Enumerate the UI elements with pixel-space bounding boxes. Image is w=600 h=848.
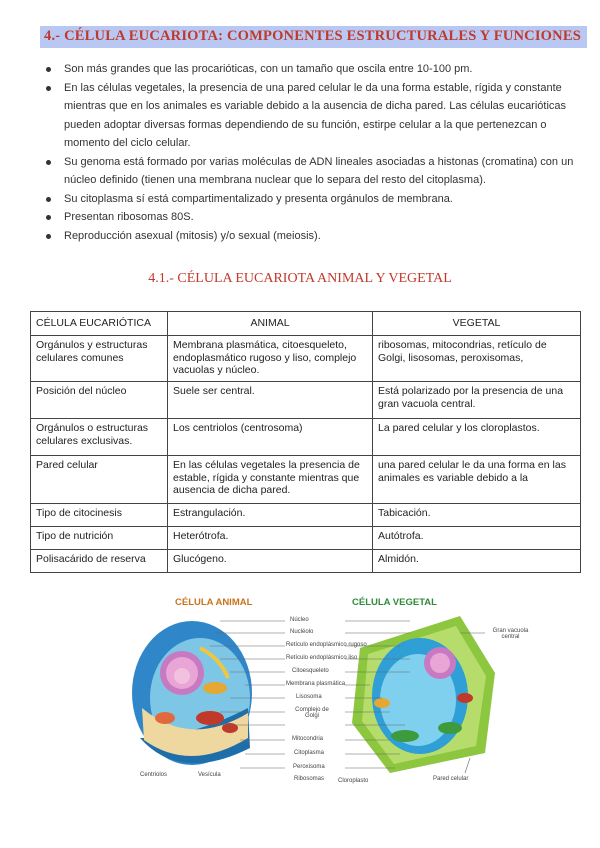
table-cell: ribosomas, mitocondrias, retículo de Golgi, lisosomas, peroxisomas, (373, 336, 581, 382)
label-citoplasma: Citoplasma (294, 750, 325, 756)
label-mitocondria: Mitocondria (292, 736, 324, 742)
table-cell: Estrangulación. (168, 504, 373, 527)
table-cell: Polisacárido de reserva (31, 550, 168, 573)
label-nucleo: Núcleo (290, 617, 309, 623)
feature-list (44, 60, 580, 245)
table-cell: Está polarizado por la presencia de una gran vacuola central. (373, 382, 581, 419)
table-cell: Glucógeno. (168, 550, 373, 573)
label-nucleolo: Nucléolo (290, 629, 314, 635)
label-vacuola: Gran vacuola central (492, 628, 529, 640)
label-vesicula: Vesícula (198, 772, 221, 778)
table-cell: una pared celular le da una forma en las animales es variable debido a la (373, 456, 581, 504)
table-cell: Los centriolos (centrosoma) (168, 419, 373, 456)
table-cell: Pared celular (31, 456, 168, 504)
label-reticulo-rugoso: Retículo endoplásmico rugoso (286, 642, 367, 648)
comparison-table (30, 311, 581, 573)
table-cell: En las células vegetales la presencia de estable, rígida y constante mientras que ausencia de dicha pared. (168, 456, 373, 504)
table-cell: Orgánulos y estructuras celulares comunes (31, 336, 168, 382)
label-cloroplasto: Cloroplasto (338, 778, 369, 784)
list-item: Son más grandes que las procarióticas, con un tamaño que oscila entre 10-100 pm. (44, 60, 580, 79)
label-citoesqueleto: Citoesqueleto (292, 668, 329, 674)
table-cell: Orgánulos o estructuras celulares exclusivas. (31, 419, 168, 456)
animal-cell-drawing (132, 621, 252, 765)
label-peroxisoma: Peroxisoma (293, 764, 325, 770)
column-header: ANIMAL (168, 312, 373, 336)
label-centriolos: Centriolos (140, 772, 168, 778)
table-cell: Autótrofa. (373, 527, 581, 550)
table-cell: La pared celular y los cloroplastos. (373, 419, 581, 456)
label-reticulo-liso: Retículo endoplásmico liso (286, 655, 358, 661)
table-cell: Suele ser central. (168, 382, 373, 419)
plant-cell-drawing (352, 616, 495, 773)
label-golgi: Complejo de Golgi (295, 707, 329, 719)
table-cell: Heterótrofa. (168, 527, 373, 550)
table-cell: Posición del núcleo (31, 382, 168, 419)
animal-cell-title: CÉLULA ANIMAL (175, 597, 253, 608)
list-item: Reproducción asexual (mitosis) y/o sexual (meiosis). (44, 227, 580, 246)
column-header: CÉLULA EUCARIÓTICA (31, 312, 168, 336)
label-lisosoma: Lisosoma (296, 694, 322, 700)
plant-cell-title: CÉLULA VEGETAL (352, 597, 437, 608)
list-item: En las células vegetales, la presencia de una pared celular le da una forma estable, rígida y constante mientras que en los animales es variable debido a la ausencia de dicha pared. Las células eucarióticas pueden adoptar diversas formas dependiendo de su función, estirpe celular a la que pertenezcan o momento del ciclo celular. (44, 79, 580, 153)
label-pared-celular: Pared celular (433, 776, 469, 782)
list-item: Su genoma está formado por varias moléculas de ADN lineales asociadas a histonas (cromatina) con un núcleo definido (tienen una membrana nuclear que lo separa del resto del citoplasma). (44, 153, 580, 190)
cell-illustration (120, 588, 600, 788)
table-cell: Tipo de nutrición (31, 527, 168, 550)
table-row (31, 382, 581, 419)
table-cell: Almidón. (373, 550, 581, 573)
table-row (31, 456, 581, 504)
subsection-heading: 4.1.- CÉLULA EUCARIOTA ANIMAL Y VEGETAL (148, 271, 452, 286)
section-heading: 4.- CÉLULA EUCARIOTA: COMPONENTES ESTRUCTURALES Y FUNCIONES (40, 26, 587, 48)
table-cell: Membrana plasmática, citoesqueleto, endoplasmático rugoso y liso, complejo vacuolas y núcleo. (168, 336, 373, 382)
table-cell: Tabicación. (373, 504, 581, 527)
column-header: VEGETAL (373, 312, 581, 336)
table-cell: Tipo de citocinesis (31, 504, 168, 527)
table-row (31, 336, 581, 382)
label-ribosomas: Ribosomas (294, 776, 325, 782)
table-header-row (31, 312, 581, 336)
table-row (31, 419, 581, 456)
list-item: Su citoplasma sí está compartimentalizado y presenta orgánulos de membrana. (44, 190, 580, 209)
table-row (31, 527, 581, 550)
cell-diagram (120, 588, 600, 788)
label-membrana: Membrana plasmática (286, 681, 346, 687)
table-row (31, 504, 581, 527)
list-item: Presentan ribosomas 80S. (44, 208, 580, 227)
table-row (31, 550, 581, 573)
